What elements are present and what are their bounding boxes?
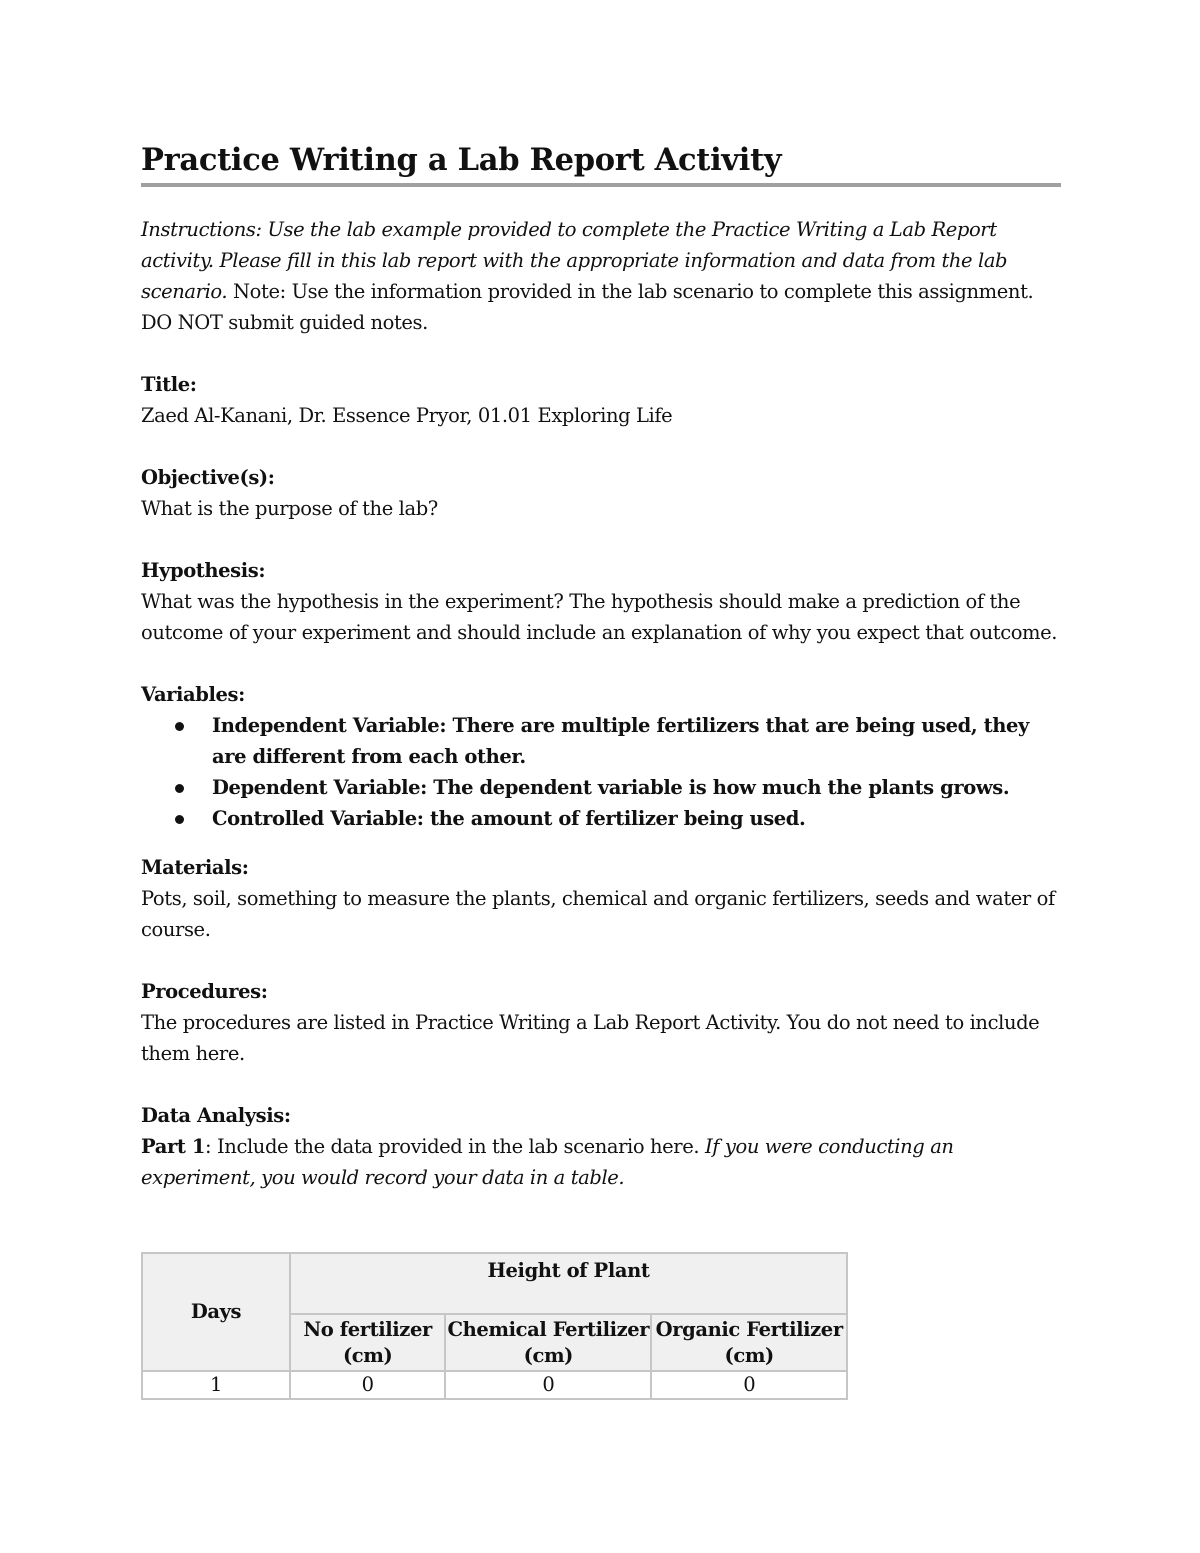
height-of-plant-header: Height of Plant — [290, 1253, 847, 1314]
variables-label: Variables: — [141, 683, 245, 706]
variable-item-dependent — [212, 772, 1061, 803]
table-row — [142, 1371, 847, 1399]
table-cell[interactable]: 0 — [651, 1371, 847, 1399]
hypothesis-section — [141, 555, 1061, 648]
data-analysis-label: Data Analysis: — [141, 1104, 291, 1127]
hypothesis-label: Hypothesis: — [141, 559, 266, 582]
part1-italic-text: If you were conducting an experiment, you would record your data in a table. — [141, 1135, 954, 1189]
materials-text: Pots, soil, something to measure the plants, chemical and organic fertilizers, seeds and water of course. — [141, 887, 1055, 941]
materials-label: Materials: — [141, 856, 249, 879]
objective-label: Objective(s): — [141, 466, 275, 489]
table-cell[interactable]: 1 — [142, 1371, 290, 1399]
objective-section — [141, 462, 1061, 524]
part1-label: Part 1 — [141, 1135, 206, 1158]
variable-text: Dependent Variable: The dependent variable is how much the plants grows. — [212, 776, 1010, 799]
variable-item-independent — [212, 710, 1061, 772]
variables-section — [141, 679, 1061, 834]
instructions-paragraph — [141, 214, 1061, 338]
instructions-italic: Instructions: Use the lab example provided to complete the Practice Writing a Lab Report activity. Please fill in this lab report with the appropriate information and data from the lab scenario. — [141, 218, 1008, 303]
column-header: No fertilizer (cm) — [290, 1314, 445, 1371]
variable-text: Controlled Variable: the amount of fertilizer being used. — [212, 807, 806, 830]
document-content — [141, 140, 1061, 1193]
procedures-section — [141, 976, 1061, 1069]
variables-list — [141, 710, 1061, 834]
bullet-icon — [175, 784, 184, 793]
column-header: Organic Fertilizer (cm) — [651, 1314, 847, 1371]
variable-item-controlled — [212, 803, 1061, 834]
hypothesis-text: What was the hypothesis in the experiment? The hypothesis should make a prediction of the outcome of your experiment and should include an explanation of why you expect that outcome. — [141, 590, 1058, 644]
page-title: Practice Writing a Lab Report Activity — [141, 140, 1061, 187]
table-cell[interactable]: 0 — [445, 1371, 651, 1399]
bullet-icon — [175, 815, 184, 824]
title-text: Zaed Al-Kanani, Dr. Essence Pryor, 01.01 Exploring Life — [141, 404, 673, 427]
table-cell[interactable]: 0 — [290, 1371, 445, 1399]
materials-section — [141, 852, 1061, 945]
title-label: Title: — [141, 373, 197, 396]
procedures-text: The procedures are listed in Practice Writing a Lab Report Activity. You do not need to include them here. — [141, 1011, 1040, 1065]
bullet-icon — [175, 722, 184, 731]
instructions-note: Note: Use the information provided in the lab scenario to complete this assignment. DO NOT submit guided notes. — [141, 280, 1034, 334]
data-analysis-section — [141, 1100, 1061, 1193]
variable-text: Independent Variable: There are multiple fertilizers that are being used, they are different from each other. — [212, 714, 1029, 768]
table-header-row — [142, 1253, 847, 1314]
title-section — [141, 369, 1061, 431]
data-table — [141, 1252, 848, 1400]
objective-text: What is the purpose of the lab? — [141, 497, 438, 520]
part1-paragraph — [141, 1131, 1061, 1193]
days-header: Days — [142, 1253, 290, 1371]
column-header: Chemical Fertilizer (cm) — [445, 1314, 651, 1371]
procedures-label: Procedures: — [141, 980, 268, 1003]
part1-text: : Include the data provided in the lab scenario here. — [205, 1135, 705, 1158]
